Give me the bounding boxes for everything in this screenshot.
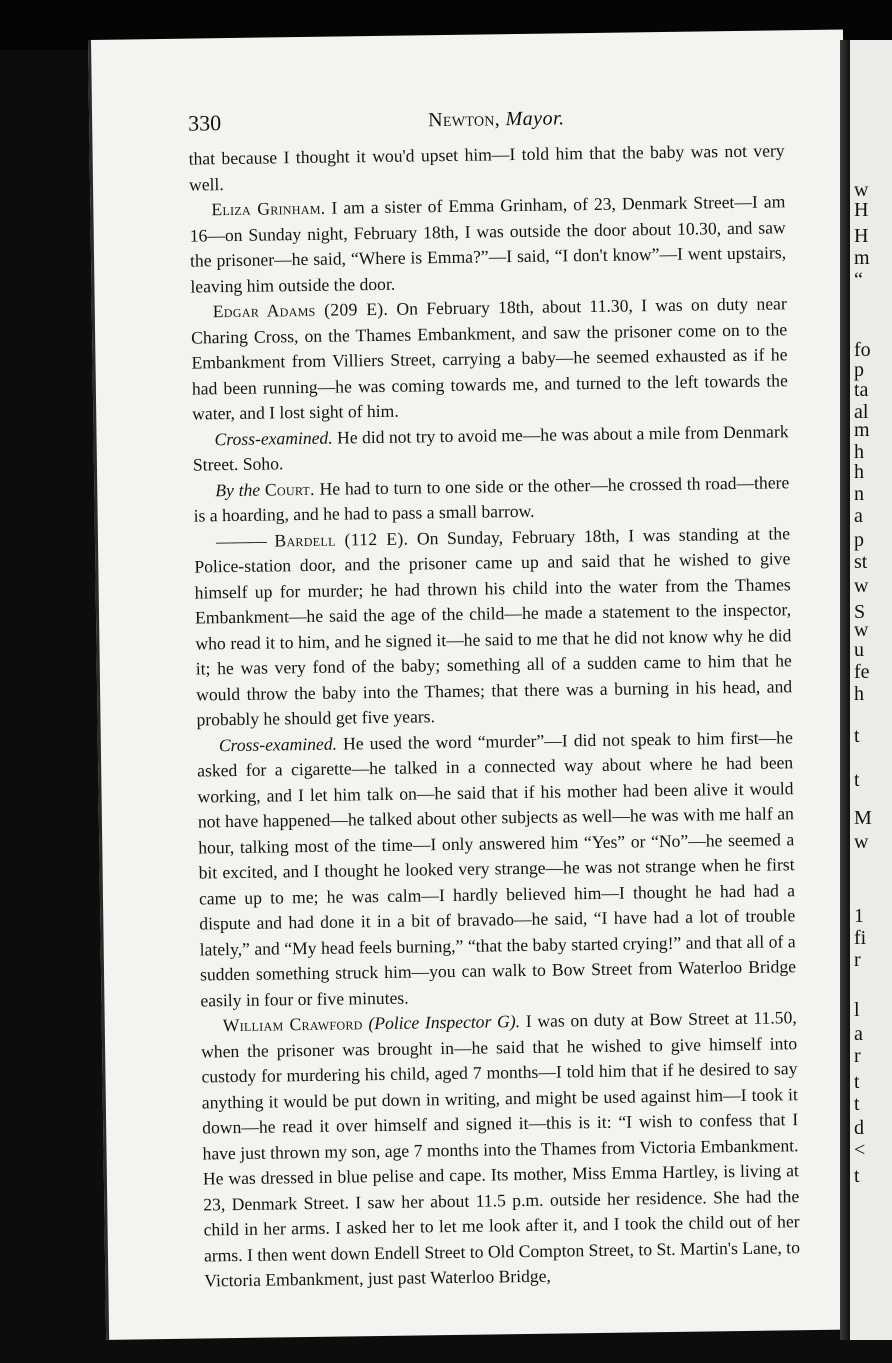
facing-page-fragment: u [854,639,864,661]
facing-page-fragment: a [854,1023,863,1045]
facing-page-fragment: l [854,999,860,1021]
paragraph-text: that because I thought it wou'd upset him—I told him that the baby was not very well. [188,140,785,195]
facing-page-fragment: fi [854,927,867,949]
facing-page-fragment: t [854,1071,860,1093]
paragraph-testimony [189,189,786,299]
facing-page-fragment: “ [854,269,863,291]
facing-page-fragment: r [854,1045,861,1067]
facing-page-fragment: w [854,831,869,853]
facing-page-fragment: h [854,441,864,463]
facing-page-fragment: al [854,401,869,423]
facing-page-edge [850,40,892,1340]
facing-page-fragment: t [854,725,860,747]
paragraph-testimony [194,521,793,733]
facing-page-fragment: w [854,619,869,641]
facing-page-fragment: m [854,419,870,441]
book-gutter [840,40,850,1340]
facing-page-fragment: fe [854,661,870,683]
running-head-name: Newton, [428,108,501,132]
facing-page-fragment: st [854,551,868,573]
paragraph-text: On February 18th, about 11.30, I was on duty near Charing Cross, on the Thames Embankment, and saw the prisoner come on to the Embankment from Villiers Street, carrying a baby—he seemed exhausted as if he had been running—he was coming towards me, and turned to the left towards the water, and I lost sight of him. [191,293,788,424]
facing-page-fragment: m [854,247,870,269]
paragraph-testimony [201,1005,801,1294]
paragraph-text: On Sunday, February 18th, I was standing at the Police-station door, and the prisoner came up and said that he wished to give himself up for murder; he had thrown his child into the water from the Thames Embankment—he said the age of the child—he made a statement to the inspector, who read it to him, and he signed it—he said to me that he did not know why he did it; he was very fond of the baby; something all of a sudden came to him that he would throw the baby into the Thames; that there was a burning in his head, and probably he should get five years. [194,522,793,730]
book-page [88,29,861,1339]
page-number: 330 [187,110,222,136]
paragraph-text: He did not try to avoid me—he was about a mile from Denmark Street. Soho. [192,420,789,475]
facing-page-fragment: h [854,683,864,705]
facing-page-fragment: < [854,1139,866,1161]
paragraph-cross-examination [192,419,789,478]
facing-page-fragment: M [854,807,872,829]
section-label: Cross-examined. [214,427,333,449]
witness-name: Eliza Grinham. [211,197,326,220]
facing-page-fragment: fo [854,339,871,361]
paragraph-text: He had to turn to one side or the other—he crossed th road—there is a hoarding, and he had to pass a small barrow. [193,471,790,526]
facing-page-fragment: d [854,1117,864,1139]
section-label-court: Court. [264,478,315,500]
section-label: Cross-examined. [218,733,338,755]
facing-page-fragment: 1 [854,905,864,927]
facing-page-fragment: t [854,1093,860,1115]
witness-name: Bardell (112 E). [274,528,409,550]
facing-page-fragment: a [854,505,863,527]
witness-name: Edgar Adams (209 E). [212,298,389,322]
facing-page-fragment: H [854,199,869,221]
paragraph-text: He used the word “murder”—I did not speak to him first—he asked for a cigarette—he talked in a connected way about where he had been working, and I let him talk on—he said that if his mother had been alive it would not have happened—he talked about other subjects as well—he was with me half an hour, talking most of the time—I only answered him “Yes” or “No”—he seemed a bit excited, and I thought he looked very strange—he was not strange when he first came up to me; he was calm—I hardly believed him—I thought he had had a dispute and had done it in a bit of bravado—he said, “I have had a lot of trouble lately,” and “My head feels burning,” “that the baby started crying!” and that all of a sudden something struck him—you can walk to Bow Street from Waterloo Bridge easily in four or five minutes. [197,726,797,1011]
facing-page-fragment: w [854,179,869,201]
facing-page-fragment: ta [854,379,869,401]
facing-page-fragment: w [854,575,869,597]
paragraph-text: I am a sister of Emma Grinham, of 23, Denmark Street—I am 16—on Sunday night, February 18th, I was outside the door about 10.30, and saw the prisoner—he said, “Where is Emma?”—I said, “I don't know”—I went upstairs, leaving him outside the door. [189,191,787,297]
facing-page-fragment: n [854,483,864,505]
running-head [92,104,652,140]
facing-page-fragment: t [854,769,860,791]
paragraph-court [193,470,790,529]
facing-page-fragment: t [854,1165,860,1187]
facing-page-fragment: H [854,225,869,247]
running-title [428,107,565,132]
paragraph-cross-examination [197,725,797,1014]
facing-page-fragment: p [854,359,864,381]
facing-page-fragment: S [854,601,866,623]
running-head-role: Mayor. [505,107,565,131]
name-dash: ——— [215,530,266,551]
facing-page-fragment: r [854,949,861,971]
paragraph [188,138,785,197]
paragraph-testimony [191,291,789,427]
page-body [188,138,800,1294]
section-label: By the [215,479,261,500]
witness-name: William Crawford [222,1013,363,1036]
witness-role: (Police Inspector G). [368,1011,521,1034]
facing-page-fragment: p [854,529,864,551]
facing-page-fragment: h [854,461,864,483]
paragraph-text: I was on duty at Bow Street at 11.50, when the prisoner was brought in—he said that he wished to give himself into custody for murdering his child, aged 7 months—I told him that if he desired to say anything it would be put down in writing, and might be used against him—I took it down—he read it over himself and signed it—this is it: “I wish to confess that I have just thrown my son, age 7 months into the Thames from Victoria Embankment. He was dressed in blue pelise and cape. Its mother, Miss Emma Hartley, is living at 23, Denmark Street. I saw her about 11.5 p.m. outside her residence. She had the child in her arms. I asked her to let me look after it, and I took the child out of her arms. I then went down Endell Street to Old Compton Street, to St. Martin's Lane, to Victoria Embankment, just past Waterloo Bridge, [200,1007,801,1291]
